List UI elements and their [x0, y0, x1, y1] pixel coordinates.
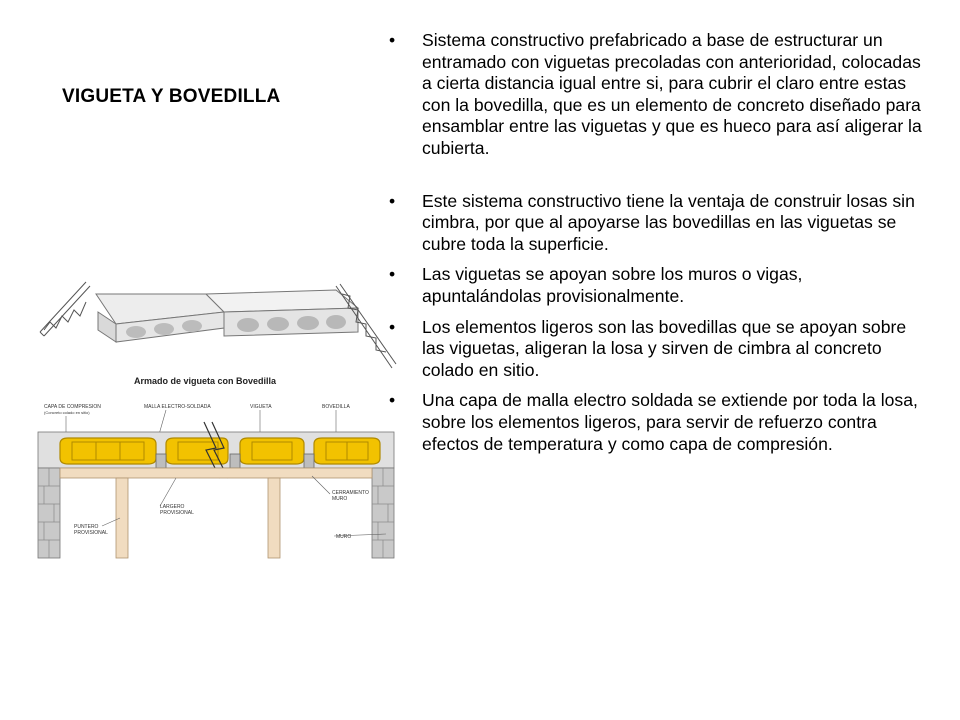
bullet-dot: • — [389, 190, 396, 211]
walls — [38, 468, 394, 558]
bullet-item — [386, 191, 926, 256]
label-bovedilla: BOVEDILLA — [322, 404, 350, 410]
label-cerramiento: CERRAMIENTO — [332, 490, 369, 496]
label-provisional-largero: PROVISIONAL — [160, 510, 194, 516]
label-muro: MURO — [336, 534, 352, 540]
slab-right — [206, 290, 358, 336]
isometric-slab — [40, 282, 396, 368]
left-truss — [40, 282, 90, 336]
leader-lines-bottom — [102, 476, 386, 536]
slab-left — [96, 294, 224, 342]
label-vigueta: VIGUETA — [250, 404, 272, 410]
bullet-text: Las viguetas se apoyan sobre los muros o vigas, apuntalándolas provisionalmente. — [422, 264, 803, 306]
bovedillas — [60, 438, 380, 464]
bullet-dot: • — [389, 390, 396, 411]
bullet-item — [386, 264, 926, 307]
wood-shoring — [60, 468, 372, 558]
label-capa-compresion-sub: (Concreto colado en sitio) — [44, 410, 90, 415]
bullet-item — [386, 30, 926, 160]
label-muro-cerramiento: MURO — [332, 496, 348, 502]
bullet-item — [386, 317, 926, 382]
bullet-item — [386, 390, 926, 455]
bullet-dot: • — [389, 316, 396, 337]
bullet-text: Sistema constructivo prefabricado a base de estructurar un entramado con viguetas precoladas con anterioridad, colocadas a cierta distancia igual entre si, para cubrir el claro entre estas con la bovedilla, que es un elemento de concreto diseñado para ensamblar entre las viguetas y que es hueco para así aligerar la cubierta. — [422, 30, 922, 158]
bullet-dot: • — [389, 264, 396, 285]
label-provisional-puntero: PROVISIONAL — [74, 530, 108, 536]
bullet-text: Los elementos ligeros son las bovedillas que se apoyan sobre las viguetas, aligeran la losa y sirven de cimbra al concreto colado en sitio. — [422, 316, 907, 380]
illustration-svg — [36, 272, 400, 572]
vigueta-bovedilla-illustration — [36, 272, 400, 572]
bullet-dot: • — [389, 30, 396, 50]
bullet-text: Una capa de malla electro soldada se extiende por toda la losa, sobre los elementos ligeros, para servir de refuerzo contra efectos de temperatura y como capa de compresión. — [422, 390, 918, 454]
label-capa-compresion: CAPA DE COMPRESION — [44, 404, 101, 410]
bullet-list — [386, 30, 926, 455]
section-drawing — [38, 404, 394, 558]
figure-caption: Armado de vigueta con Bovedilla — [134, 376, 277, 386]
label-puntero: PUNTERO — [74, 524, 99, 530]
slide-title: VIGUETA Y BOVEDILLA — [62, 86, 281, 107]
label-largero: LARGERO — [160, 504, 185, 510]
label-malla: MALLA ELECTRO-SOLDADA — [144, 404, 211, 410]
bullet-text: Este sistema constructivo tiene la ventaja de construir losas sin cimbra, por que al apoyarse las bovedillas en las viguetas se cubre toda la superficie. — [422, 190, 915, 254]
